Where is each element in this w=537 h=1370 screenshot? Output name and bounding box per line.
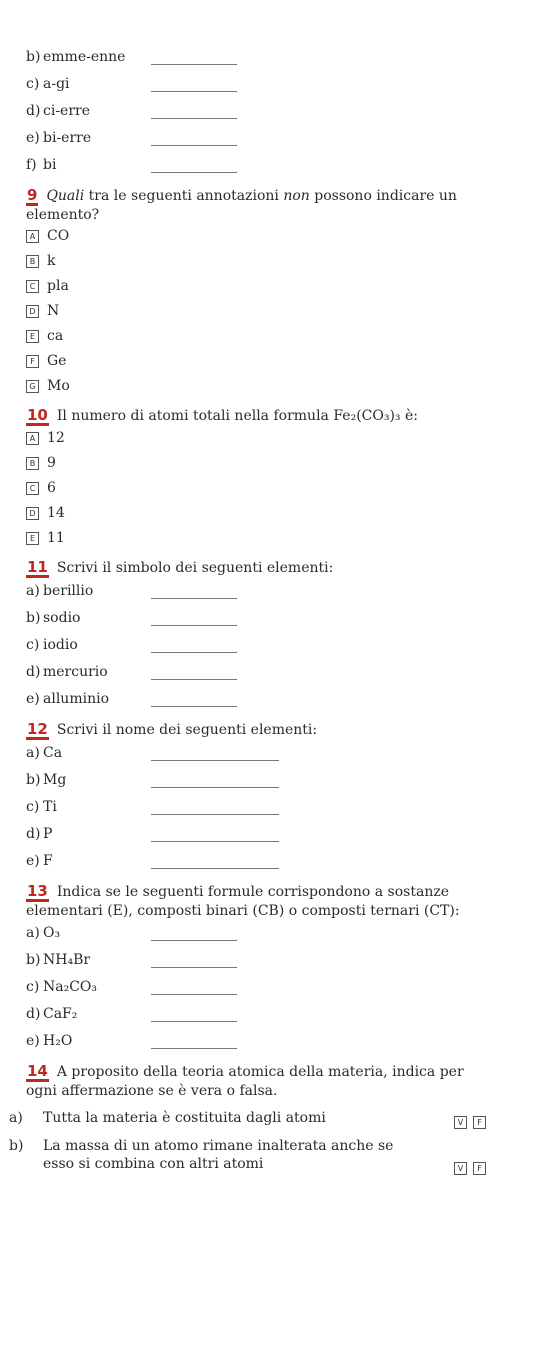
answer-blank[interactable] bbox=[151, 598, 237, 599]
question-12 bbox=[26, 721, 486, 740]
question-text: Indica se le seguenti formule corrispondono a sostanze elementari (E), composti binari (CB) o composti ternari (CT): bbox=[26, 884, 460, 919]
question-13 bbox=[26, 883, 486, 920]
option-letter: C bbox=[26, 482, 39, 495]
question-text: Il numero di atomi totali nella formula Fe₂(CO₃)₃ è: bbox=[56, 408, 418, 424]
q11-items bbox=[26, 578, 486, 713]
option-letter: C bbox=[26, 280, 39, 293]
question-number: 10 bbox=[27, 406, 48, 424]
question-text: Scrivi il nome dei seguenti elementi: bbox=[56, 722, 318, 738]
list-item: a) O₃ bbox=[26, 920, 486, 947]
option-b[interactable]: B 9 bbox=[26, 451, 486, 476]
true-checkbox[interactable]: V bbox=[454, 1162, 467, 1175]
list-item: b) emme-enne bbox=[26, 44, 486, 71]
question-14 bbox=[26, 1063, 486, 1100]
question-number: 11 bbox=[27, 558, 48, 576]
q12-items bbox=[26, 740, 486, 875]
answer-blank[interactable] bbox=[151, 91, 237, 92]
true-false-boxes bbox=[448, 1158, 486, 1176]
answer-blank[interactable] bbox=[151, 625, 237, 626]
answer-blank[interactable] bbox=[151, 64, 237, 65]
list-item: a) Ca bbox=[26, 740, 486, 767]
list-item: e) alluminio bbox=[26, 686, 486, 713]
list-item: e) F bbox=[26, 848, 486, 875]
option-e[interactable]: E 11 bbox=[26, 526, 486, 551]
q10-options bbox=[26, 426, 486, 551]
option-g[interactable]: G Mo bbox=[26, 374, 486, 399]
list-item: d) mercurio bbox=[26, 659, 486, 686]
question-number: 14 bbox=[27, 1062, 48, 1080]
answer-blank[interactable] bbox=[151, 940, 237, 941]
list-item: b) NH₄Br bbox=[26, 947, 486, 974]
q8-items bbox=[26, 44, 486, 179]
option-letter: B bbox=[26, 457, 39, 470]
list-item: b) sodio bbox=[26, 605, 486, 632]
statement-row: a) Tutta la materia è costituita dagli atomi V F bbox=[26, 1106, 486, 1130]
answer-blank[interactable] bbox=[151, 787, 279, 788]
option-letter: E bbox=[26, 330, 39, 343]
true-checkbox[interactable]: V bbox=[454, 1116, 467, 1129]
exercise-page bbox=[9, 44, 486, 1176]
question-number: 13 bbox=[27, 882, 48, 900]
q13-items bbox=[26, 920, 486, 1055]
list-item: f) bi bbox=[26, 152, 486, 179]
option-letter: E bbox=[26, 532, 39, 545]
q14-statements bbox=[9, 1106, 486, 1176]
question-number: 12 bbox=[27, 720, 48, 738]
option-letter: F bbox=[26, 355, 39, 368]
answer-blank[interactable] bbox=[151, 118, 237, 119]
option-d[interactable]: D 14 bbox=[26, 501, 486, 526]
option-c[interactable]: C 6 bbox=[26, 476, 486, 501]
list-item: d) CaF₂ bbox=[26, 1001, 486, 1028]
answer-blank[interactable] bbox=[151, 967, 237, 968]
q9-options bbox=[26, 224, 486, 399]
answer-blank[interactable] bbox=[151, 760, 279, 761]
list-item: c) iodio bbox=[26, 632, 486, 659]
option-letter: B bbox=[26, 255, 39, 268]
question-text: Quali tra le seguenti annotazioni non possono indicare un elemento? bbox=[26, 188, 457, 223]
answer-blank[interactable] bbox=[151, 994, 237, 995]
answer-blank[interactable] bbox=[151, 814, 279, 815]
answer-blank[interactable] bbox=[151, 679, 237, 680]
answer-blank[interactable] bbox=[151, 841, 279, 842]
list-item: b) Mg bbox=[26, 767, 486, 794]
answer-blank[interactable] bbox=[151, 706, 237, 707]
option-letter: D bbox=[26, 305, 39, 318]
answer-blank[interactable] bbox=[151, 145, 237, 146]
answer-blank[interactable] bbox=[151, 172, 237, 173]
statement-row: b) La massa di un atomo rimane inalterata anche se esso si combina con altri atomi V F bbox=[26, 1134, 486, 1176]
option-a[interactable]: A 12 bbox=[26, 426, 486, 451]
list-item: d) P bbox=[26, 821, 486, 848]
list-item: c) Na₂CO₃ bbox=[26, 974, 486, 1001]
option-d[interactable]: D N bbox=[26, 299, 486, 324]
question-9 bbox=[26, 187, 486, 224]
question-text: Scrivi il simbolo dei seguenti elementi: bbox=[56, 560, 334, 576]
option-e[interactable]: E ca bbox=[26, 324, 486, 349]
question-number: 9 bbox=[27, 186, 38, 204]
list-item: d) ci-erre bbox=[26, 98, 486, 125]
list-item: c) a-gi bbox=[26, 71, 486, 98]
list-item: e) bi-erre bbox=[26, 125, 486, 152]
question-text: A proposito della teoria atomica della materia, indica per ogni affermazione se è vera o falsa. bbox=[26, 1064, 464, 1099]
option-c[interactable]: C pla bbox=[26, 274, 486, 299]
option-letter: G bbox=[26, 380, 39, 393]
answer-blank[interactable] bbox=[151, 868, 279, 869]
true-false-boxes bbox=[448, 1112, 486, 1130]
option-letter: A bbox=[26, 432, 39, 445]
question-10 bbox=[26, 407, 486, 426]
answer-blank[interactable] bbox=[151, 1048, 237, 1049]
question-11 bbox=[26, 559, 486, 578]
option-b[interactable]: B k bbox=[26, 249, 486, 274]
false-checkbox[interactable]: F bbox=[473, 1116, 486, 1129]
false-checkbox[interactable]: F bbox=[473, 1162, 486, 1175]
answer-blank[interactable] bbox=[151, 652, 237, 653]
option-letter: A bbox=[26, 230, 39, 243]
list-item: c) Ti bbox=[26, 794, 486, 821]
answer-blank[interactable] bbox=[151, 1021, 237, 1022]
option-a[interactable]: A CO bbox=[26, 224, 486, 249]
list-item: a) berillio bbox=[26, 578, 486, 605]
option-f[interactable]: F Ge bbox=[26, 349, 486, 374]
list-item: e) H₂O bbox=[26, 1028, 486, 1055]
option-letter: D bbox=[26, 507, 39, 520]
